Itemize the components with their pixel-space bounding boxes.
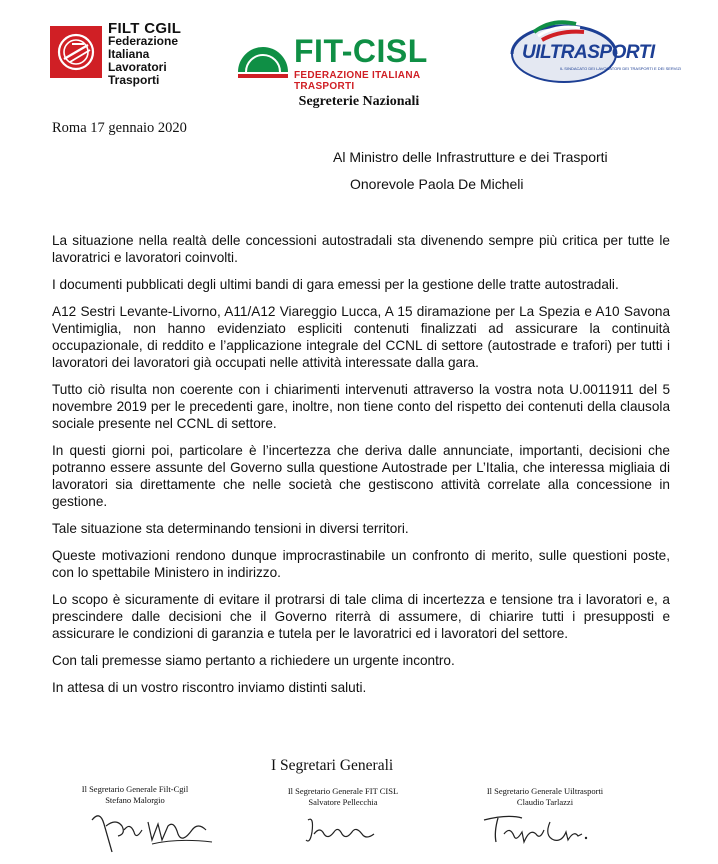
paragraph-3: A12 Sestri Levante-Livorno, A11/A12 Viareggio Lucca, A 15 diramazione per La Spezia e A10 Savona Ventimiglia, non hanno evidenziato espliciti contenuti finalizzati ad assicurare la continuità occupazionale, di reddito e l’applicazione integrale del CCNL di settore (autostrade e trafori) per tutti i lavoratori dei lavoratori già occupati nelle attività interessate dalla gara. bbox=[52, 304, 670, 370]
signer-name: Stefano Malorgio bbox=[105, 795, 165, 805]
signatures-title: I Segretari Generali bbox=[271, 757, 394, 774]
filt-cgil-line-1: Federazione bbox=[108, 34, 179, 48]
filt-cgil-title: FILT CGIL bbox=[108, 20, 182, 37]
paragraph-6: Tale situazione sta determinando tensioni in diversi territori. bbox=[52, 521, 409, 536]
filt-cgil-line-4: Trasporti bbox=[108, 73, 160, 87]
fit-cisl-subtitle: FEDERAZIONE ITALIANA TRASPORTI bbox=[294, 70, 420, 92]
recipient-line-1: Al Ministro delle Infrastrutture e dei Trasporti bbox=[333, 149, 608, 165]
signer-fit-cisl bbox=[268, 786, 418, 808]
uiltrasporti-name: UILTRASPORTI bbox=[522, 42, 655, 63]
paragraph-9: Con tali premesse siamo pertanto a richiedere un urgente incontro. bbox=[52, 653, 455, 668]
signer-name: Claudio Tarlazzi bbox=[516, 797, 574, 807]
paragraph-1: La situazione nella realtà delle concessioni autostradali sta divenendo sempre più critica per tutte le lavoratrici e lavoratori coinvolti. bbox=[52, 233, 670, 265]
fit-cisl-name: FIT-CISL bbox=[294, 33, 428, 69]
uiltrasporti-subtitle: IL SINDACATO DEI LAVORATORI DEI TRASPORTI E DEI SERVIZI bbox=[560, 66, 682, 71]
signature-tarlazzi-icon bbox=[478, 812, 598, 852]
signer-role: Il Segretario Generale Filt-Cgil bbox=[81, 784, 189, 794]
uiltrasporti-logo bbox=[504, 14, 682, 84]
letter-date: Roma 17 gennaio 2020 bbox=[52, 120, 187, 136]
signer-name: Salvatore Pellecchia bbox=[308, 797, 378, 807]
signer-role: Il Segretario Generale Uiltrasporti bbox=[486, 786, 604, 796]
paragraph-5: In questi giorni poi, particolare è l’incertezza che deriva dalle annunciate, importanti, decisioni che potranno essere assunte del Governo sulla questione Autostrade per L’Italia, che interessa migliaia di lavoratori sia direttamente che nelle società che gestiscono attività correlate alla concessione in gestione. bbox=[52, 443, 670, 509]
fit-cisl-logo bbox=[234, 30, 444, 92]
paragraph-10: In attesa di un vostro riscontro inviamo distinti saluti. bbox=[52, 680, 367, 695]
segreterie-heading: Segreterie Nazionali bbox=[298, 94, 420, 109]
paragraph-4: Tutto ciò risulta non coerente con i chiarimenti intervenuti attraverso la vostra nota U.0011911 del 5 novembre 2019 per le precedenti gare, inoltre, non tiene conto del rispetto dei contenuti della clausola sociale presente nel CCNL di settore. bbox=[52, 382, 670, 431]
letter-body bbox=[52, 232, 670, 706]
signature-pellecchia-icon bbox=[300, 812, 390, 852]
signer-uiltrasporti bbox=[460, 786, 630, 808]
paragraph-8: Lo scopo è sicuramente di evitare il protrarsi di tale clima di incertezza e tensione tra i lavoratori e, a prescindere dalle decisioni che il Governo riterrà di assumere, di chiarire tutti i presupposti e assicurare le condizioni di garanzia e tutela per le lavoratrici ed i lavoratori del settore. bbox=[52, 592, 670, 641]
filt-cgil-line-2: Italiana bbox=[108, 47, 150, 61]
filt-cgil-logo bbox=[50, 20, 190, 87]
signature-malorgio-icon bbox=[82, 800, 222, 858]
paragraph-7: Queste motivazioni rendono dunque improcrastinabile un confronto di merito, sulle questioni poste, con lo spettabile Ministero in indirizzo. bbox=[52, 548, 670, 580]
filt-cgil-line-3: Lavoratori bbox=[108, 60, 167, 74]
fit-cisl-emblem-icon bbox=[234, 30, 292, 80]
paragraph-2: I documenti pubblicati degli ultimi bandi di gara emessi per la gestione delle tratte autostradali. bbox=[52, 277, 619, 292]
signer-role: Il Segretario Generale FIT CISL bbox=[287, 786, 399, 796]
filt-cgil-emblem-icon bbox=[50, 26, 102, 78]
recipient-line-2: Onorevole Paola De Micheli bbox=[350, 176, 524, 192]
